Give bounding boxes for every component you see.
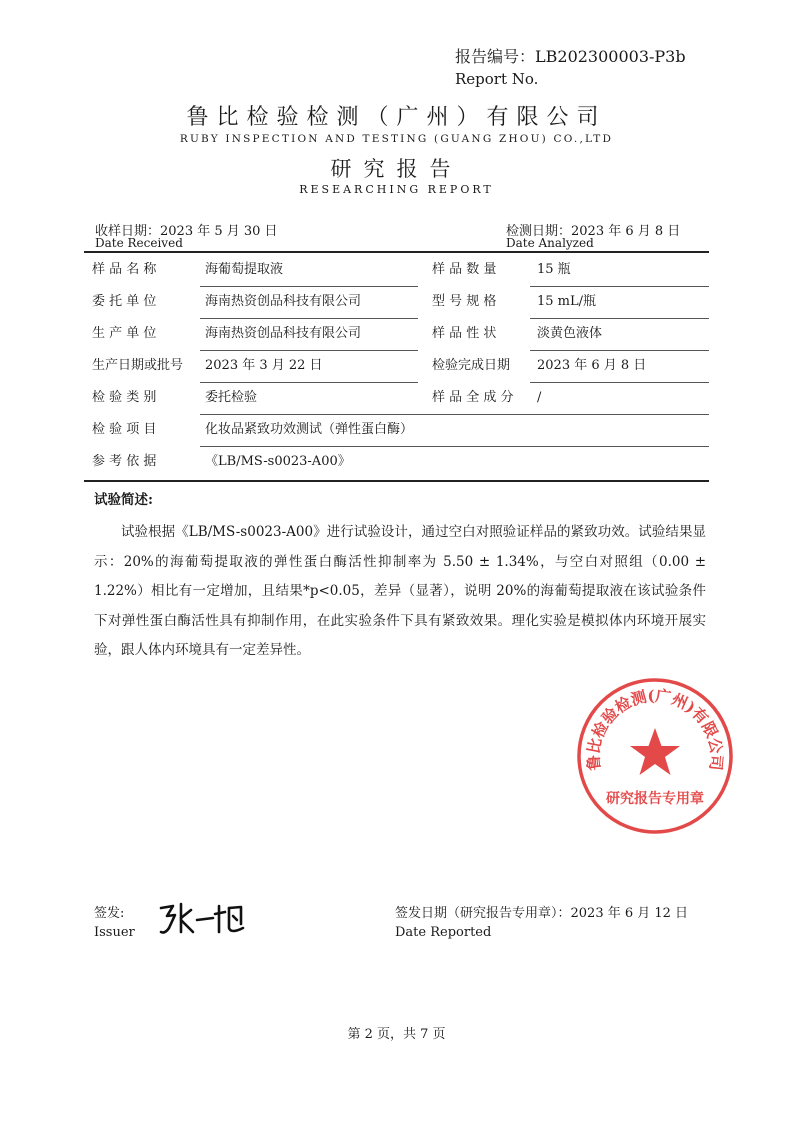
date-analyzed-cn: 检测日期：2023 年 6 月 8 日 bbox=[506, 224, 681, 239]
row-divider bbox=[200, 382, 418, 383]
value-sample-appearance: 淡黄色液体 bbox=[537, 326, 603, 341]
seal-arc-text: 鲁比检验检测(广州)有限公司 bbox=[583, 685, 727, 772]
label-client: 委 托 单 位 bbox=[92, 294, 157, 309]
date-received-en: Date Received bbox=[95, 236, 183, 250]
label-completion-date: 检验完成日期 bbox=[432, 358, 511, 373]
date-received-cn: 收样日期：2023 年 5 月 30 日 bbox=[95, 224, 278, 239]
row-divider bbox=[200, 446, 709, 447]
row-divider bbox=[200, 286, 418, 287]
value-manufacturer: 海南热资创品科技有限公司 bbox=[205, 326, 362, 341]
label-test-category: 检 验 类 别 bbox=[92, 390, 157, 405]
report-number-en: Report No. bbox=[455, 70, 539, 88]
value-sample-quantity: 15 瓶 bbox=[537, 262, 571, 277]
value-completion-date: 2023 年 6 月 8 日 bbox=[537, 358, 647, 373]
table-top-border bbox=[84, 251, 709, 253]
seal-bottom-text: 研究报告专用章 bbox=[606, 791, 704, 807]
label-test-item: 检 验 项 目 bbox=[92, 422, 157, 437]
company-name-en: RUBY INSPECTION AND TESTING (GUANG ZHOU) CO.,LTD bbox=[179, 133, 614, 145]
row-divider bbox=[200, 318, 418, 319]
report-title-cn: 研究报告 bbox=[330, 157, 463, 181]
summary-title: 试验简述: bbox=[94, 492, 153, 508]
date-reported-en: Date Reported bbox=[395, 925, 492, 940]
value-test-category: 委托检验 bbox=[205, 390, 258, 405]
value-client: 海南热资创品科技有限公司 bbox=[205, 294, 362, 309]
value-full-ingredients: / bbox=[537, 390, 542, 405]
date-reported-cn: 签发日期（研究报告专用章）：2023 年 6 月 12 日 bbox=[395, 906, 689, 921]
label-manufacturer: 生 产 单 位 bbox=[92, 326, 157, 341]
row-divider bbox=[530, 318, 709, 319]
table-bottom-border bbox=[84, 480, 709, 482]
star-icon bbox=[630, 728, 680, 775]
official-seal bbox=[575, 676, 735, 836]
value-reference-basis: 《LB/MS-s0023-A00》 bbox=[205, 454, 351, 469]
report-title-en: RESEARCHING REPORT bbox=[299, 183, 494, 196]
page-number: 第 2 页，共 7 页 bbox=[347, 1027, 446, 1042]
label-model-spec: 型 号 规 格 bbox=[432, 294, 497, 309]
row-divider bbox=[530, 286, 709, 287]
label-sample-name: 样 品 名 称 bbox=[92, 262, 157, 277]
value-production-date: 2023 年 3 月 22 日 bbox=[205, 358, 323, 373]
row-divider bbox=[530, 382, 709, 383]
report-number: 报告编号：LB202300003-P3b bbox=[455, 47, 686, 66]
row-divider bbox=[200, 414, 709, 415]
value-model-spec: 15 mL/瓶 bbox=[537, 294, 597, 309]
company-name-cn: 鲁比检验检测（广州）有限公司 bbox=[186, 105, 607, 130]
row-divider bbox=[200, 350, 418, 351]
summary-paragraph: 试验根据《LB/MS-s0023-A00》进行试验设计，通过空白对照验证样品的紧致功效。试验结果显示：20%的海葡萄提取液的弹性蛋白酶活性抑制率为 5.50 ± 1.34%，与空白对照组（0.00 ± 1.22%）相比有一定增加，且结果*p<0.05，差异（显著），说明 20%的海葡萄提取液在该试验条件下对弹性蛋白酶活性具有抑制作用，在此实验条件下具有紧致效果。理化实验是模拟体内环境开展实验，跟人体内环境具有一定差异性。 bbox=[94, 524, 706, 658]
issuer-label-en: Issuer bbox=[94, 925, 135, 940]
label-reference-basis: 参 考 依 据 bbox=[92, 454, 157, 469]
value-sample-name: 海葡萄提取液 bbox=[205, 262, 284, 277]
label-production-date: 生产日期或批号 bbox=[92, 358, 184, 373]
handwritten-signature bbox=[155, 898, 250, 940]
issuer-label-cn: 签发: bbox=[94, 906, 125, 921]
date-analyzed-en: Date Analyzed bbox=[506, 236, 594, 250]
label-sample-appearance: 样 品 性 状 bbox=[432, 326, 497, 341]
value-test-item: 化妆品紧致功效测试（弹性蛋白酶） bbox=[205, 422, 414, 437]
row-divider bbox=[530, 350, 709, 351]
label-full-ingredients: 样 品 全 成 分 bbox=[432, 390, 514, 405]
label-sample-quantity: 样 品 数 量 bbox=[432, 262, 497, 277]
